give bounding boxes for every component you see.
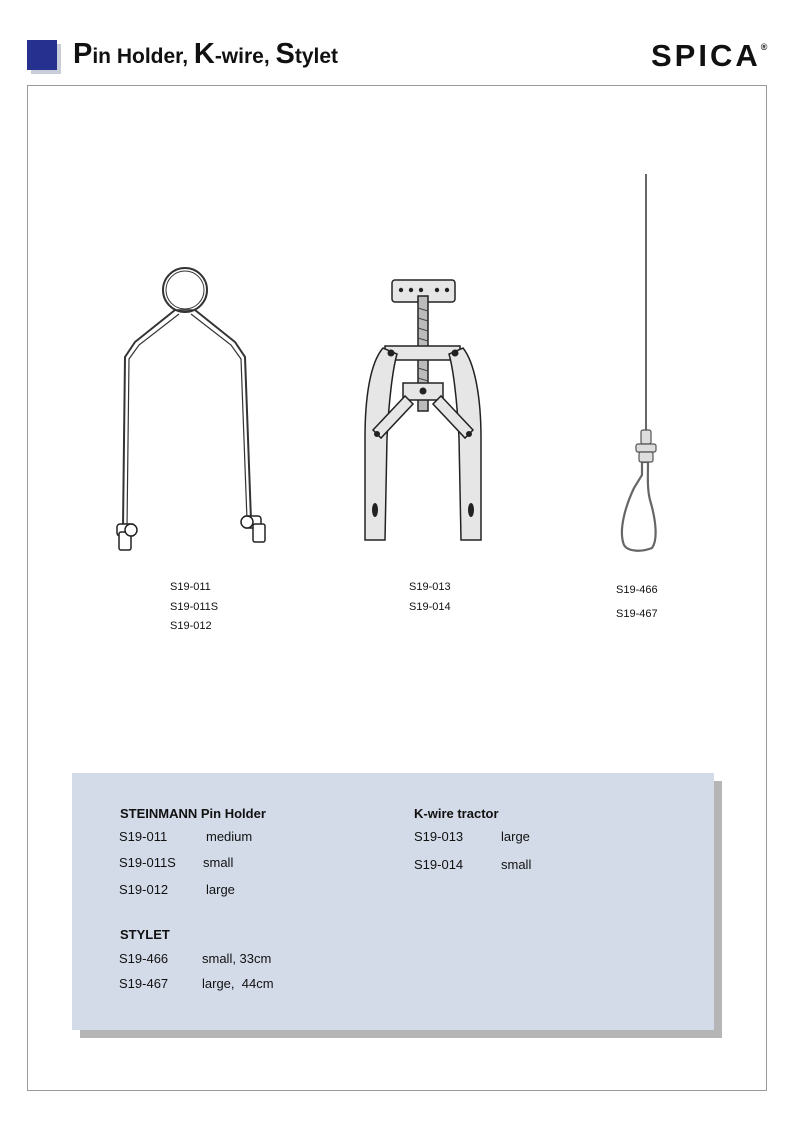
item-desc: large, 44cm	[202, 976, 274, 991]
title-initial-s: S	[275, 38, 295, 70]
code-label: S19-011	[170, 581, 211, 593]
spica-logo	[651, 38, 767, 74]
k-wire-code-list	[409, 578, 451, 617]
pin-holder-code-list	[170, 578, 218, 637]
item-code: S19-013	[414, 829, 464, 844]
item-desc: large	[501, 829, 530, 844]
steinmann-pin-holder-icon	[105, 262, 280, 557]
code-label: S19-466	[616, 584, 658, 596]
item-desc: large	[206, 882, 235, 897]
page-title	[73, 38, 338, 71]
item-desc: small, 33cm	[202, 951, 272, 966]
title-initial-p: P	[73, 38, 93, 70]
item-code: S19-011S	[119, 855, 176, 870]
title-part-k-wire: -wire,	[214, 45, 276, 68]
pin-holder-title: STEINMANN Pin Holder	[120, 806, 266, 821]
item-desc: small	[501, 857, 532, 872]
catalog-panel	[72, 773, 714, 1030]
stylet-code-list	[616, 578, 658, 626]
item-code: S19-467	[119, 976, 169, 991]
item-code: S19-012	[119, 882, 169, 897]
k-wire-tractor-icon	[355, 278, 495, 548]
item-code: S19-466	[119, 951, 169, 966]
title-initial-k: K	[193, 38, 215, 70]
header-accent-square	[27, 40, 57, 70]
code-label: S19-011S	[170, 600, 219, 613]
title-part-pin-holder: in Holder,	[92, 45, 194, 68]
code-label: S19-014	[409, 600, 451, 613]
stylet-icon	[612, 170, 672, 555]
k-wire-title: K-wire tractor	[414, 806, 499, 821]
brand-name: SPICA	[651, 38, 761, 73]
item-code: S19-011	[119, 829, 168, 844]
stylet-title: STYLET	[120, 927, 170, 942]
registered-mark: ®	[760, 42, 768, 52]
code-label: S19-467	[616, 608, 658, 620]
item-desc: medium	[206, 829, 253, 844]
item-code: S19-014	[414, 857, 464, 872]
item-desc: small	[203, 855, 234, 870]
code-label: S19-013	[409, 581, 451, 593]
title-part-stylet: tylet	[294, 45, 339, 68]
code-label: S19-012	[170, 620, 212, 632]
